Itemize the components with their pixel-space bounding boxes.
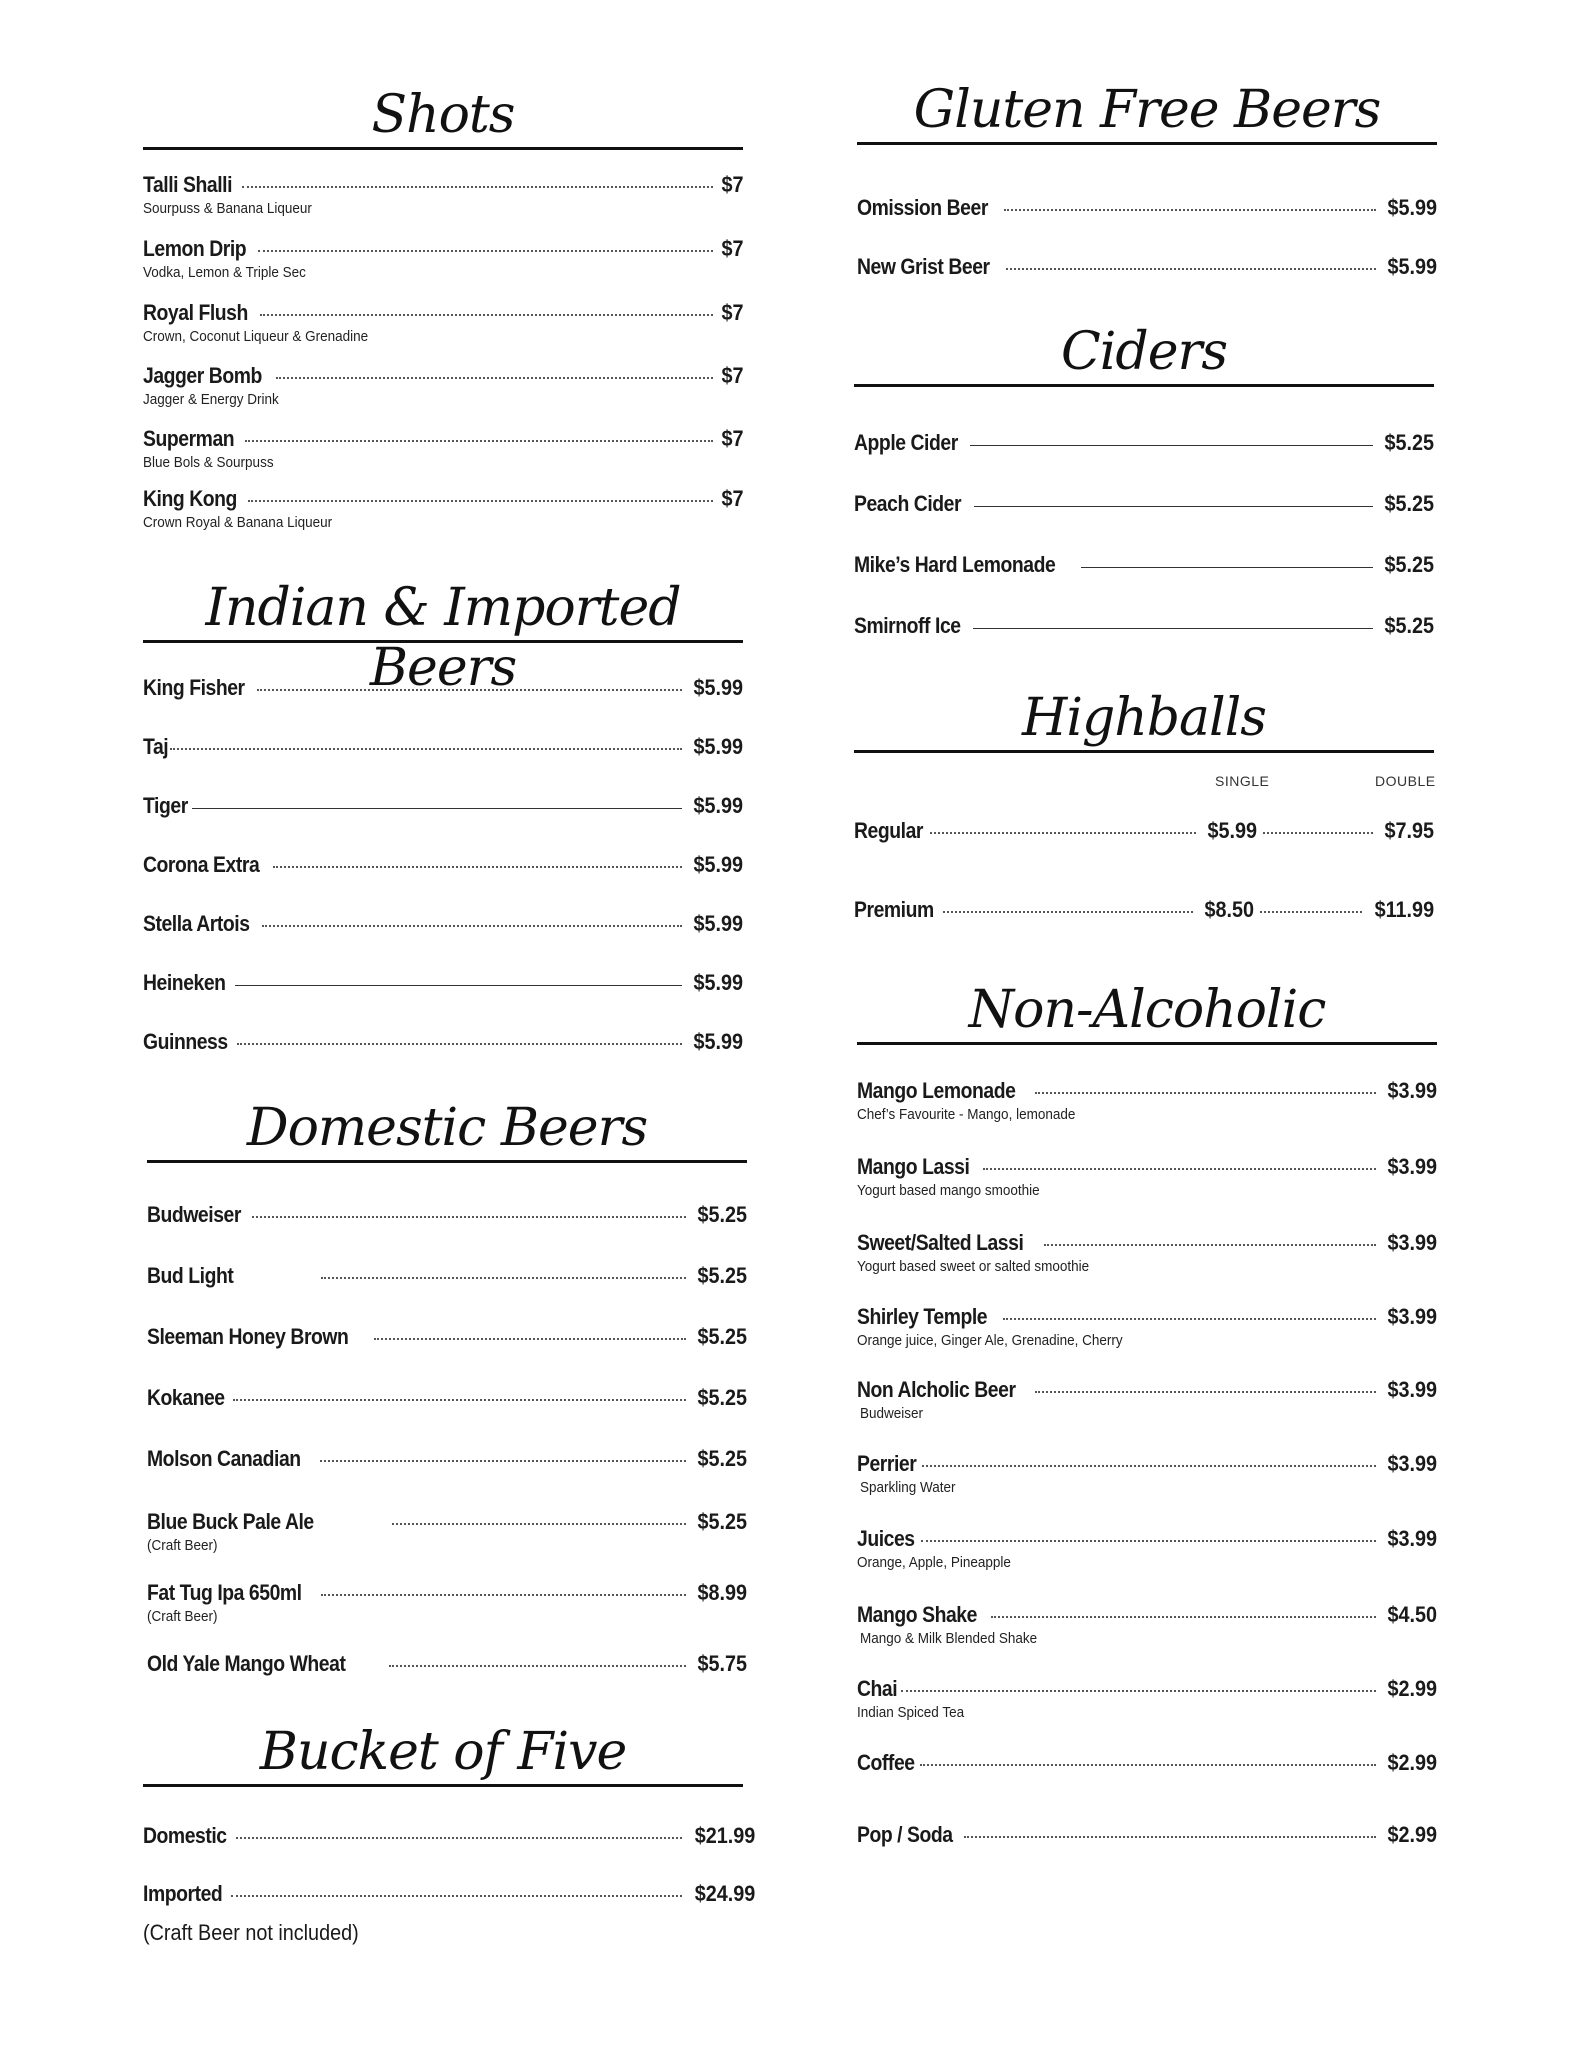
menu-item [854,613,1434,643]
item-price: $7 [720,486,743,511]
item-name: Sweet/Salted Lassi [857,1230,1024,1255]
section-divider [857,142,1437,145]
item-description: Orange, Apple, Pineapple [857,1554,1011,1571]
item-description: Mango & Milk Blended Shake [860,1630,1038,1647]
leader-line [1081,567,1373,568]
item-name: Imported [143,1881,223,1906]
item-name: New Grist Beer [857,254,990,279]
item-name: Stella Artois [143,911,250,936]
item-name: Mike’s Hard Lemonade [854,552,1056,577]
menu-item [143,300,743,345]
leader-dots [320,1460,686,1462]
item-price: $2.99 [1387,1676,1437,1701]
item-price: $5.25 [697,1446,747,1471]
leader-dots [1035,1391,1376,1393]
leader-dots [1260,911,1362,913]
item-price: $5.99 [693,675,743,700]
menu-item [857,1750,1437,1780]
leader-dots [921,1540,1376,1542]
bucket-section [143,1722,743,1787]
item-name: Coffee [857,1750,915,1775]
leader-line [192,808,682,809]
menu-item [857,1676,1437,1721]
leader-dots [258,250,712,252]
menu-item [857,1377,1437,1422]
non-alcoholic-section [857,980,1437,1045]
item-description: Sourpuss & Banana Liqueur [143,200,312,217]
leader-dots [1035,1092,1376,1094]
menu-item [857,1304,1437,1349]
item-name: Tiger [143,793,188,818]
item-price: $5.99 [693,793,743,818]
section-title: Shots [371,85,515,145]
item-price: $21.99 [694,1823,755,1848]
menu-item [143,172,743,217]
menu-item [143,486,743,531]
leader-dots [245,440,713,442]
menu-item [854,430,1434,460]
menu-item [857,1230,1437,1275]
section-divider [854,750,1434,753]
menu-item [143,236,743,281]
section-title: Highballs [1022,688,1266,748]
menu-item [857,1078,1437,1123]
section-title: Domestic Beers [246,1098,648,1158]
menu-item [143,1029,743,1059]
item-name: Premium [854,897,934,922]
item-name: Chai [857,1676,898,1701]
menu-item [143,734,743,764]
menu-item [143,970,743,1000]
leader-dots [374,1338,686,1340]
item-price: $3.99 [1387,1154,1437,1179]
item-price: $7 [720,426,743,451]
highball-row [854,818,1434,848]
item-price: $5.25 [1384,613,1434,638]
leader-dots [392,1523,685,1525]
item-price: $5.99 [693,911,743,936]
bucket-note: (Craft Beer not included) [143,1920,359,1945]
item-description: Yogurt based sweet or salted smoothie [857,1258,1090,1275]
menu-item [857,1526,1437,1571]
leader-dots [321,1277,686,1279]
leader-dots [236,1837,682,1839]
item-price: $5.99 [1387,254,1437,279]
leader-dots [389,1665,686,1667]
item-price: $5.25 [697,1509,747,1534]
item-name: Blue Buck Pale Ale [147,1509,314,1534]
item-price: $24.99 [694,1881,755,1906]
item-description: (Craft Beer) [147,1537,218,1554]
highball-row [854,897,1434,927]
leader-dots [901,1690,1376,1692]
item-description: Chef’s Favourite - Mango, lemonade [857,1106,1076,1123]
item-name: Budweiser [147,1202,241,1227]
leader-dots [276,377,712,379]
item-name: Taj [143,734,169,759]
section-divider [143,147,743,150]
menu-item [143,911,743,941]
menu-item [143,852,743,882]
item-price: $5.25 [697,1202,747,1227]
leader-dots [321,1594,686,1596]
item-name: Domestic [143,1823,227,1848]
item-name: Corona Extra [143,852,260,877]
item-description: Jagger & Energy Drink [143,391,279,408]
section-title: Non-Alcoholic [968,980,1326,1040]
leader-dots [231,1895,682,1897]
item-name: Pop / Soda [857,1822,953,1847]
item-price: $3.99 [1387,1451,1437,1476]
menu-item [857,195,1437,225]
item-description: (Craft Beer) [147,1608,218,1625]
item-name: Lemon Drip [143,236,247,261]
leader-dots [930,832,1195,834]
item-name: Peach Cider [854,491,962,516]
leader-dots [170,748,682,750]
menu-item [147,1385,747,1415]
leader-dots [1263,832,1373,834]
leader-dots [991,1616,1376,1618]
menu-item [147,1651,747,1681]
leader-dots [983,1168,1376,1170]
item-name: Molson Canadian [147,1446,301,1471]
menu-item [143,426,743,471]
item-name: Regular [854,818,924,843]
item-price: $2.99 [1387,1750,1437,1775]
leader-dots [257,689,682,691]
leader-dots [943,911,1193,913]
item-price: $5.25 [1384,491,1434,516]
item-price: $4.50 [1387,1602,1437,1627]
item-name: Apple Cider [854,430,958,455]
item-price: $5.25 [697,1324,747,1349]
leader-line [970,445,1373,446]
item-price: $5.99 [693,970,743,995]
item-name: Bud Light [147,1263,234,1288]
menu-item [143,1881,755,1911]
item-name: Non Alcholic Beer [857,1377,1016,1402]
leader-dots [1006,268,1376,270]
item-description: Crown, Coconut Liqueur & Grenadine [143,328,369,345]
item-description: Crown Royal & Banana Liqueur [143,514,333,531]
item-name: King Kong [143,486,237,511]
section-divider [854,384,1434,387]
item-name: King Fisher [143,675,245,700]
menu-item [854,552,1434,582]
menu-item [143,1823,755,1853]
gluten-free-section [857,80,1437,145]
shots-section [143,85,743,150]
item-name: Mango Lassi [857,1154,970,1179]
item-price: $8.99 [697,1580,747,1605]
item-price: $5.25 [697,1385,747,1410]
leader-dots [237,1043,682,1045]
item-price: $7 [720,300,743,325]
leader-dots [920,1764,1375,1766]
section-title: Gluten Free Beers [913,80,1381,140]
double-column-label: DOUBLE [1375,773,1436,789]
menu-item [147,1580,747,1625]
item-price: $5.99 [693,1029,743,1054]
item-name: Smirnoff Ice [854,613,961,638]
item-price: $5.25 [1384,430,1434,455]
item-name: Heineken [143,970,226,995]
leader-line [235,985,682,986]
menu-item [147,1202,747,1232]
item-price: $5.99 [693,734,743,759]
section-divider [147,1160,747,1163]
menu-item [857,254,1437,284]
item-price: $3.99 [1387,1078,1437,1103]
item-description: Vodka, Lemon & Triple Sec [143,264,306,281]
leader-dots [922,1465,1375,1467]
highballs-section [854,688,1434,753]
item-price: $3.99 [1387,1526,1437,1551]
ciders-section [854,322,1434,387]
item-name: Jagger Bomb [143,363,262,388]
item-name: Juices [857,1526,915,1551]
leader-dots [964,1836,1376,1838]
item-description: Yogurt based mango smoothie [857,1182,1040,1199]
item-description: Indian Spiced Tea [857,1704,965,1721]
leader-dots [1004,209,1376,211]
section-divider [143,1784,743,1787]
item-price: $7 [720,172,743,197]
item-price: $7 [720,363,743,388]
leader-dots [252,1216,686,1218]
item-name: Old Yale Mango Wheat [147,1651,346,1676]
menu-item [857,1154,1437,1199]
item-name: Kokanee [147,1385,225,1410]
menu-item [147,1324,747,1354]
item-price: $3.99 [1387,1230,1437,1255]
item-price: $5.99 [1387,195,1437,220]
menu-item [143,793,743,823]
double-price: $11.99 [1374,897,1434,922]
menu-item [147,1263,747,1293]
single-price: $5.99 [1207,818,1257,843]
single-column-label: SINGLE [1215,773,1270,789]
item-price: $5.25 [1384,552,1434,577]
item-name: Mango Lemonade [857,1078,1016,1103]
item-description: Orange juice, Ginger Ale, Grenadine, Cherry [857,1332,1123,1349]
menu-item [143,363,743,408]
item-name: Talli Shalli [143,172,233,197]
item-name: Superman [143,426,235,451]
menu-item [857,1602,1437,1647]
item-price: $5.75 [697,1651,747,1676]
menu-item [854,491,1434,521]
item-name: Guinness [143,1029,228,1054]
menu-item [147,1446,747,1476]
leader-dots [242,186,712,188]
menu-item [147,1509,747,1554]
section-title: Ciders [1060,322,1228,382]
domestic-beers-section [147,1098,747,1163]
item-price: $5.99 [693,852,743,877]
leader-dots [260,314,712,316]
item-name: Mango Shake [857,1602,977,1627]
item-name: Sleeman Honey Brown [147,1324,349,1349]
item-name: Perrier [857,1451,917,1476]
section-title: Indian & Imported Beers [205,578,681,698]
item-name: Omission Beer [857,195,988,220]
leader-dots [1044,1244,1376,1246]
item-price: $7 [720,236,743,261]
leader-dots [1003,1318,1376,1320]
item-price: $5.25 [697,1263,747,1288]
item-price: $2.99 [1387,1822,1437,1847]
leader-dots [233,1399,686,1401]
single-price: $8.50 [1204,897,1254,922]
leader-dots [273,866,682,868]
item-description: Sparkling Water [860,1479,956,1496]
section-divider [857,1042,1437,1045]
item-description: Budweiser [860,1405,924,1422]
section-title: Bucket of Five [259,1722,627,1782]
item-name: Fat Tug Ipa 650ml [147,1580,302,1605]
item-description: Blue Bols & Sourpuss [143,454,274,471]
item-name: Royal Flush [143,300,248,325]
menu-item [857,1822,1437,1852]
leader-dots [248,500,713,502]
item-price: $3.99 [1387,1377,1437,1402]
menu-item [857,1451,1437,1496]
double-price: $7.95 [1384,818,1434,843]
leader-line [973,628,1373,629]
item-name: Shirley Temple [857,1304,988,1329]
leader-line [974,506,1373,507]
item-price: $3.99 [1387,1304,1437,1329]
leader-dots [262,925,682,927]
menu-item [143,675,743,705]
